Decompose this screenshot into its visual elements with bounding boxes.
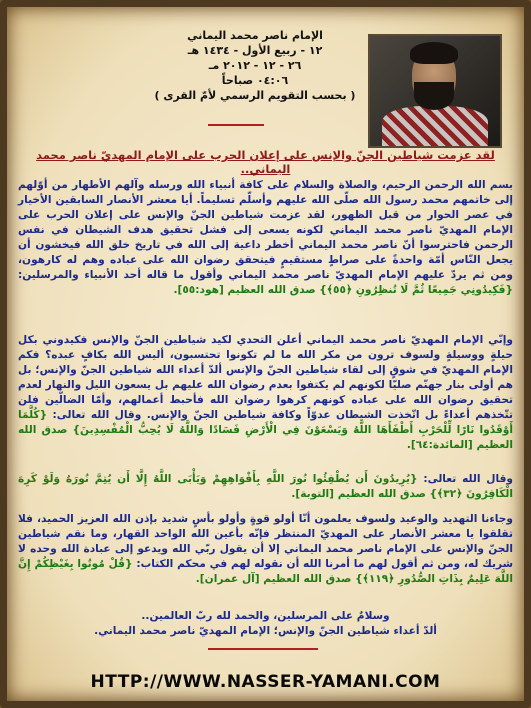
paragraph-text: وإنّي الإمام المهديّ ناصر محمد اليماني أعلن التحدي لكيد شياطين الجنّ والإنس فكيدوني بكل حيلةٍ ووسيلةٍ ولسوف ترون من مكر الله ما لم تكونوا تحتسبون، أليس الله بكافٍ عبده؟ فكم الإمام المهديّ في شوقٍ إلى لقاء شياطين الجنّ والإنس ألدّ أعداء الله شياطين الجنّ والإنس؛ بل هم أولى بنار جهنّم صليّا لكونهم لم يكتفوا بعدم رضوان الله عليهم بل يسعون الليل والنهار لعدم تحقيق رضوان الله على عباده كونهم كرهوا رضوان الله فأحبط أعمالهم، وأمّا الضالّين فلن تتّخذهم أعداءً بل اتّخذت الشيطان عدوّاً وكافة شياطين الجنّ والإنس. وقال الله تعالى:: [18, 334, 513, 421]
paragraph-4: [18, 512, 513, 587]
paragraph-2: [18, 333, 513, 453]
quran-quote: {يُرِيدُونَ أَن يُطْفِئُوا نُورَ اللَّهِ بِأَفْوَاهِهِمْ وَيَأْبَى اللَّهُ إِلَّا أَن يُتِمَّ نُورَهُ وَلَوْ كَرِهَ الْكَافِرُونَ ﴿٣٢﴾} صدق الله العظيم [التوبة].: [18, 473, 513, 500]
quran-quote: {فَكِيدُونِي جَمِيعًا ثُمَّ لَا تُنظِرُونِ ﴿٥٥﴾} صدق الله العظيم [هود:٥٥].: [173, 284, 513, 296]
statement-title: لقد عزمت شياطين الجنّ والإنس على إعلان الحرب على الإمام المهديّ ناصر محمد اليماني..: [36, 148, 495, 176]
author-name: الإمام ناصر محمد اليماني: [187, 29, 323, 42]
paragraph-3: [18, 472, 513, 502]
statement-header: [150, 28, 360, 103]
author-portrait: [368, 34, 502, 148]
paragraph-text: وجاءنا التهديد والوعيد ولسوف يعلمون أنّا أولو قوةٍ وأولو بأسٍ شديد بإذن الله العزيز الحميد، فلا تقلقوا يا معشر الأنصار على المهديّ المنتظر فإنّه بأعين الله الواحد القهار، وما نقم شياطين الجنّ والإنس على الإمام ناصر محمد اليماني إلا أن يقول ربّي الله ويدعو إلى عبادة الله وحده لا شريك له، ومن ثم أقول لهم ما أمرنا الله أن نقوله لهم في محكم الكتاب:: [18, 513, 513, 570]
hijri-date: ١٢ - ربيع الأول - ١٤٣٤ هـ: [187, 44, 323, 57]
footer-divider: [208, 648, 318, 650]
header-divider: [208, 124, 264, 126]
calendar-note: ( بحسب التقويم الرسمي لأمّ القرى ): [154, 89, 356, 102]
closing-block: [20, 609, 511, 639]
paragraph-text: وقال الله تعالى:: [423, 473, 513, 485]
quran-quote: {قُلْ مُوتُوا بِغَيْظِكُمْ إِنَّ اللَّهَ عَلِيمٌ بِذَاتِ الصُّدُورِ ﴿١١٩﴾} صدق الله العظيم [آل عمران].: [18, 558, 513, 585]
statement-time: ٠٤:٠٦ صباحاً: [221, 74, 289, 87]
gregorian-date: ٢٦ - ١٢ - ٢٠١٢ مـ: [208, 59, 302, 72]
paragraph-text: بسم الله الرحمن الرحيم، والصلاة والسلام على كافة أنبياء الله ورسله وآلهم الأطهار من أوّلهم إلى خاتمهم محمد رسول الله صلّى الله عليهم وأسلّم تسليماً. أيا معشر الأنصار السابقين الأخيار في عصر الحوار من قبل الظهور، لقد عزمت شياطين الجنّ والإنس على إعلان الحرب على الإمام المهديّ ناصر محمد اليماني لكونه يسعى إلى فشل تحقيق هدف الشيطان في نفس الرحمن فاحترسوا أنّ ناصر محمد اليماني أخطر داعية إلى الله في تاريخ خلق الله فيخشون أن يجعل النّاس أمّة واحدةً على صراطٍ مستقيمٍ فيتحقق رضوان الله على عباده وهم له كارهون، ومن ثم يردّ عليهم الإمام المهديّ ناصر محمد اليماني وأقول ما قاله أحد الأنبياء والمرسلين:: [18, 179, 513, 281]
closing-line-1: وسلامٌ على المرسلين، والحمد لله ربّ العالمين..: [141, 610, 390, 622]
paragraph-1: [18, 178, 513, 298]
closing-line-2: ألدّ أعداء شياطين الجنّ والإنس؛ الإمام المهديّ ناصر محمد اليماني.: [94, 625, 437, 637]
quran-quote: {كُلَّمَا أَوْقَدُوا نَارًا لِّلْحَرْبِ أَطْفَأَهَا اللَّهُ وَيَسْعَوْنَ فِي الْأَرْضِ فَسَادًا وَاللَّهُ لَا يُحِبُّ الْمُفْسِدِينَ} صدق الله العظيم [المائدة:٦٤].: [18, 409, 513, 451]
website-url-link[interactable]: HTTP://WWW.NASSER-YAMANI.COM: [90, 672, 441, 692]
